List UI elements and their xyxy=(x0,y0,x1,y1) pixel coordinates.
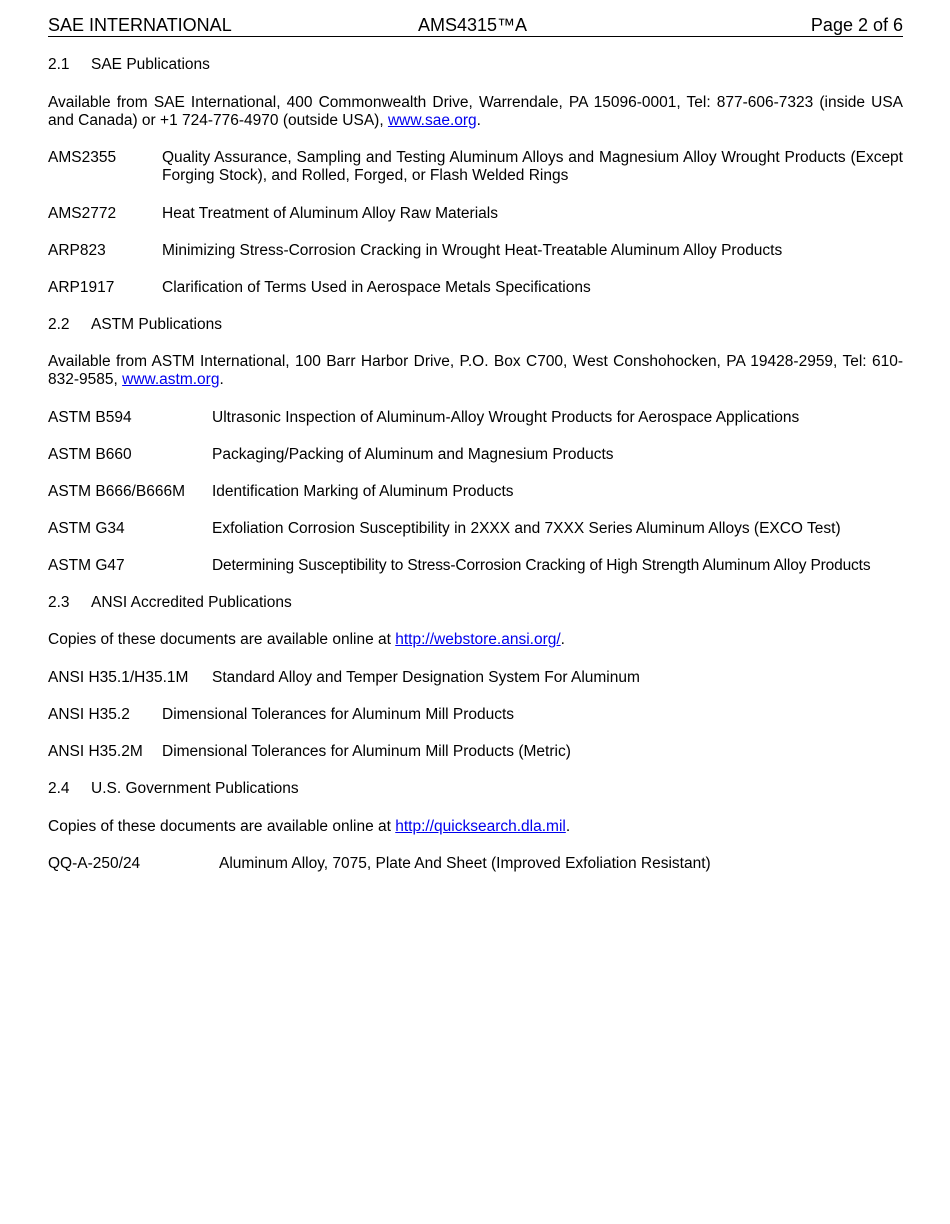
reference-title: Minimizing Stress-Corrosion Cracking in Wrought Heat-Treatable Aluminum Alloy Products xyxy=(162,242,783,259)
section-heading-2-3 xyxy=(48,594,903,612)
section-title: ASTM Publications xyxy=(91,316,222,333)
reference-code: ASTM G34 xyxy=(48,520,125,537)
reference-title: Aluminum Alloy, 7075, Plate And Sheet (Improved Exfoliation Resistant) xyxy=(219,855,711,872)
sae-website-link[interactable]: www.sae.org xyxy=(387,112,477,129)
reference-title: Dimensional Tolerances for Aluminum Mill Products (Metric) xyxy=(162,743,571,760)
reference-title: Determining Susceptibility to Stress-Corrosion Cracking of High Strength Aluminum Alloy Products xyxy=(212,557,871,574)
reference-title: Clarification of Terms Used in Aerospace Metals Specifications xyxy=(162,279,591,296)
document-page xyxy=(48,14,903,872)
period: . xyxy=(560,631,565,648)
astm-website-link[interactable]: www.astm.org xyxy=(122,371,220,388)
reference-code: AMS2355 xyxy=(48,149,117,166)
availability-text: Available from ASTM International, 100 Barr Harbor Drive, P.O. Box C700, West Conshohocken, PA 19428-2959, Tel: 610-832-9585, xyxy=(48,353,903,388)
reference-title: Standard Alloy and Temper Designation System For Aluminum xyxy=(212,669,640,686)
reference-title: Exfoliation Corrosion Susceptibility in 2XXX and 7XXX Series Aluminum Alloys (EXCO Test) xyxy=(212,520,841,537)
header-page-number: Page 2 of 6 xyxy=(810,15,903,35)
section-number: 2.2 xyxy=(48,316,70,333)
availability-paragraph-usgov xyxy=(48,818,903,836)
availability-paragraph-astm xyxy=(48,353,903,389)
reference-code: ARP823 xyxy=(48,242,106,259)
reference-title: Heat Treatment of Aluminum Alloy Raw Materials xyxy=(162,205,498,222)
ansi-webstore-link[interactable]: http://webstore.ansi.org/ xyxy=(395,631,561,648)
dla-quicksearch-link[interactable]: http://quicksearch.dla.mil xyxy=(395,818,566,835)
section-number: 2.3 xyxy=(48,594,70,611)
section-heading-2-1 xyxy=(48,56,903,74)
reference-code: ANSI H35.2 xyxy=(48,706,130,723)
reference-title: Packaging/Packing of Aluminum and Magnesium Products xyxy=(212,446,614,463)
period: . xyxy=(565,818,571,835)
section-heading-2-4 xyxy=(48,780,903,798)
section-number: 2.1 xyxy=(48,56,70,73)
availability-text: Copies of these documents are available online at xyxy=(48,631,396,648)
period: . xyxy=(476,112,481,129)
reference-code: ASTM B594 xyxy=(48,409,132,426)
availability-text: Available from SAE International, 400 Commonwealth Drive, Warrendale, PA 15096-0001, Tel: 877-606-7323 (inside USA and Canada) or +1 724-776-4970 (outside USA), xyxy=(48,94,903,129)
reference-code: ASTM G47 xyxy=(48,557,125,574)
availability-text: Copies of these documents are available online at xyxy=(48,818,396,835)
reference-code: ARP1917 xyxy=(48,279,115,296)
reference-title: Dimensional Tolerances for Aluminum Mill Products xyxy=(162,706,515,723)
section-title: ANSI Accredited Publications xyxy=(91,594,292,611)
reference-code: ASTM B660 xyxy=(48,446,132,463)
reference-code: ASTM B666/B666M xyxy=(48,483,185,500)
reference-code: ANSI H35.1/H35.1M xyxy=(48,669,189,686)
reference-title: Ultrasonic Inspection of Aluminum-Alloy Wrought Products for Aerospace Applications xyxy=(212,409,800,426)
availability-paragraph-sae xyxy=(48,94,903,130)
header-doc-id: AMS4315™A xyxy=(418,15,528,35)
period: . xyxy=(219,371,224,388)
reference-code: AMS2772 xyxy=(48,205,117,222)
section-title: U.S. Government Publications xyxy=(91,780,299,797)
reference-title: Quality Assurance, Sampling and Testing Aluminum Alloys and Magnesium Alloy Wrought Products (Except Forging Stock), and Rolled, Forged, or Flash Welded Rings xyxy=(162,149,903,184)
section-heading-2-2 xyxy=(48,316,903,334)
reference-title: Identification Marking of Aluminum Products xyxy=(212,483,514,500)
section-number: 2.4 xyxy=(48,780,70,797)
availability-paragraph-ansi xyxy=(48,631,903,649)
reference-code: QQ-A-250/24 xyxy=(48,855,141,872)
section-title: SAE Publications xyxy=(91,56,210,73)
header-org: SAE INTERNATIONAL xyxy=(48,15,232,35)
page-header xyxy=(48,14,903,37)
reference-code: ANSI H35.2M xyxy=(48,743,143,760)
